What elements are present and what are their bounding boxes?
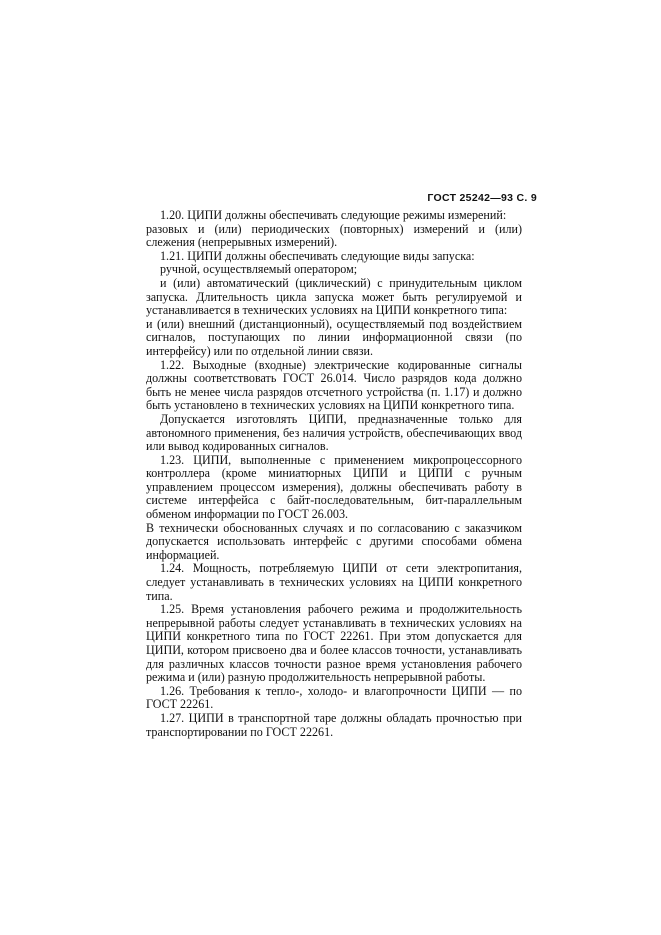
paragraph: разовых и (или) периодических (повторных) измерений и (или) слежения (непрерывных измерений). — [146, 221, 522, 250]
paragraph: 1.25. Время установления рабочего режима и продолжительность непрерывной работы следует устанавливать в технических условиях на ЦИПИ конкретного типа по ГОСТ 22261. При этом допускается для ЦИПИ, котором присвоено два и более классов точности, устанавливать для различных классов точности разное время установления рабочего режима и (или) разную продолжительность непрерывной работы. — [146, 602, 522, 685]
paragraph: 1.27. ЦИПИ в транспортной таре должны обладать прочностью при транспортировании по ГОСТ 22261. — [146, 710, 522, 739]
paragraph: Допускается изготовлять ЦИПИ, предназначенные только для автономного применения, без наличия устройств, обеспечивающих ввод или вывод кодированных сигналов. — [146, 411, 522, 454]
paragraph: и (или) внешний (дистанционный), осуществляемый под воздействием сигналов, поступающих по линии информационной связи (по интерфейсу) или по отдельной линии связи. — [146, 316, 522, 358]
paragraph: 1.21. ЦИПИ должны обеспечивать следующие виды запуска: — [160, 248, 475, 263]
paragraph: 1.20. ЦИПИ должны обеспечивать следующие режимы измерений: — [160, 208, 507, 222]
paragraph: 1.22. Выходные (входные) электрические кодированные сигналы должны соответствовать ГОСТ 26.014. Число разрядов кода должно быть не менее числа разрядов отсчетного устройства (п. 1.17) и должно быть установлено в технических условиях на ЦИПИ конкретного типа. — [146, 357, 522, 413]
document-body — [146, 209, 522, 739]
paragraph: и (или) автоматический (циклический) с принудительным циклом запуска. Длительность цикла запуска может быть регулируемой и устанавливается в технических условиях на ЦИПИ конкретного типа: — [146, 275, 522, 318]
paragraph: В технически обоснованных случаях и по согласованию с заказчиком допускается использовать интерфейс с другими способами обмена информацией. — [146, 520, 522, 562]
paragraph: 1.24. Мощность, потребляемую ЦИПИ от сети электропитания, следует устанавливать в технических условиях на ЦИПИ конкретного типа. — [146, 561, 522, 603]
page-header: ГОСТ 25242—93 С. 9 — [427, 192, 537, 204]
paragraph: 1.23. ЦИПИ, выполненные с применением микропроцессорного контроллера (кроме миниатюрных ЦИПИ и ЦИПИ с ручным управлением процессом измерения), должны обеспечивать работу в системе интерфейса с байт-последовательным, бит-параллельным обменом информации по ГОСТ 26.003. — [146, 452, 522, 522]
paragraph: 1.26. Требования к тепло-, холодо- и влагопрочности ЦИПИ — по ГОСТ 22261. — [146, 683, 522, 712]
paragraph: ручной, осуществляемый оператором; — [160, 262, 358, 277]
